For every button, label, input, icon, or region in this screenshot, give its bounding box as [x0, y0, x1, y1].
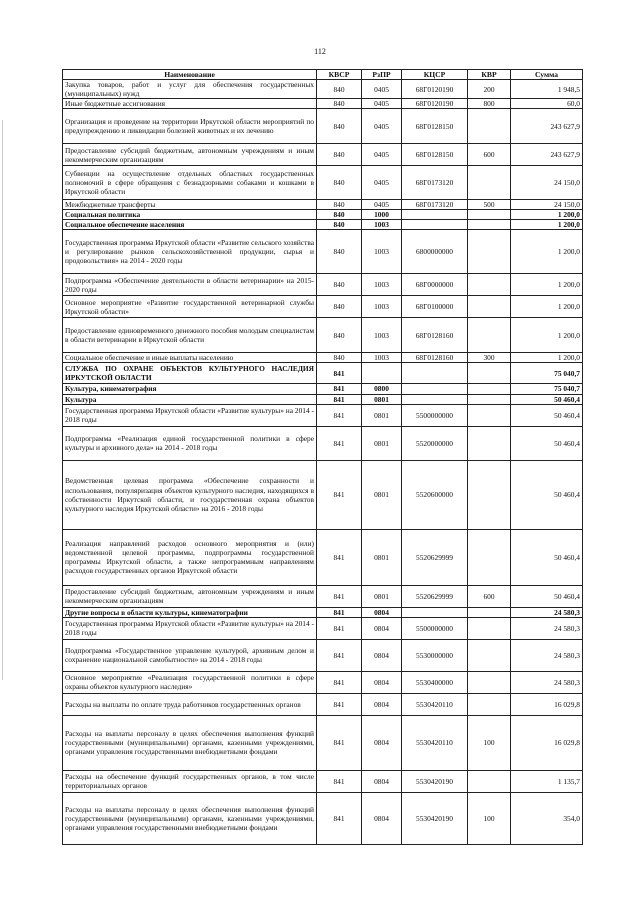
row-rzpr: 0804: [362, 792, 402, 844]
row-name: Предоставление субсидий бюджетным, автономным учреждениям и иным некоммерческим организациям: [63, 144, 317, 166]
row-kvr: [468, 404, 511, 426]
row-rzpr: 0405: [362, 144, 402, 166]
row-kvsr: 841: [317, 617, 362, 639]
row-sum: 354,0: [511, 792, 583, 844]
row-rzpr: 1003: [362, 274, 402, 296]
row-name: Расходы на выплаты персоналу в целях обеспечения выполнения функций государственными (муниципальными) органами, казенными учреждениями, органами управления государственными внебюджетными фондами: [63, 715, 317, 770]
row-name: Предоставление субсидий бюджетным, автономным учреждениям и иным некоммерческим организациям: [63, 585, 317, 607]
table-row: [63, 460, 583, 529]
row-rzpr: 0405: [362, 109, 402, 144]
row-name: Государственная программа Иркутской области «Развитие культуры» на 2014 - 2018 годы: [63, 617, 317, 639]
row-kcsr: 6800000000: [402, 230, 468, 274]
row-rzpr: 0405: [362, 166, 402, 200]
row-sum: 24 150,0: [511, 200, 583, 210]
row-name: Культура: [63, 394, 317, 404]
row-rzpr: 0405: [362, 80, 402, 99]
row-kcsr: 5500000000: [402, 404, 468, 426]
table-row: [63, 404, 583, 426]
row-sum: 1 200,0: [511, 353, 583, 363]
row-sum: 1 200,0: [511, 274, 583, 296]
row-kvr: [468, 617, 511, 639]
scan-edge-mark: [2, 120, 3, 680]
row-rzpr: 0405: [362, 200, 402, 210]
row-sum: 1 200,0: [511, 210, 583, 220]
row-name: Субвенции на осуществление отдельных областных государственных полномочий в сфере обращения с безнадзорными собаками и кошками в Иркутской области: [63, 166, 317, 200]
row-kvsr: 840: [317, 296, 362, 318]
col-header-kcsr: КЦСР: [402, 70, 468, 80]
row-kvr: 500: [468, 200, 511, 210]
row-sum: 50 460,4: [511, 426, 583, 460]
col-header-kvsr: КВСР: [317, 70, 362, 80]
row-name: Подпрограмма «Реализация единой государственной политики в сфере культуры и архивного дела» на 2014 - 2018 годы: [63, 426, 317, 460]
table-row: [63, 230, 583, 274]
row-kcsr: 5530420110: [402, 693, 468, 715]
row-sum: 75 040,7: [511, 363, 583, 384]
row-kvsr: 841: [317, 671, 362, 693]
row-kvr: 600: [468, 144, 511, 166]
row-name: Ведомственная целевая программа «Обеспечение сохранности и использования, популяризация объектов культурного наследия, находящихся в собственности Иркутской области, и государственная охрана объектов культурного наследия Иркутской области» на 2016 - 2018 годы: [63, 460, 317, 529]
row-rzpr: 0801: [362, 394, 402, 404]
row-kvsr: 841: [317, 529, 362, 585]
row-sum: 50 460,4: [511, 404, 583, 426]
row-kcsr: 5530000000: [402, 639, 468, 671]
row-kvr: [468, 770, 511, 792]
row-kvr: [468, 166, 511, 200]
page-number: 112: [314, 47, 326, 56]
row-kcsr: 68Г0100000: [402, 296, 468, 318]
table-row: [63, 200, 583, 210]
row-kcsr: [402, 394, 468, 404]
row-kcsr: 5520629999: [402, 529, 468, 585]
row-kcsr: 68Г0128160: [402, 318, 468, 353]
row-kcsr: [402, 210, 468, 220]
row-rzpr: 0804: [362, 617, 402, 639]
row-name: Основное мероприятие «Развитие государственной ветеринарной службы Иркутской области»: [63, 296, 317, 318]
table-row: [63, 220, 583, 230]
row-kcsr: 5520600000: [402, 460, 468, 529]
row-kvr: [468, 318, 511, 353]
row-kvsr: 841: [317, 363, 362, 384]
row-kvsr: 841: [317, 693, 362, 715]
row-kvr: [468, 220, 511, 230]
row-name: Социальное обеспечение населения: [63, 220, 317, 230]
row-kvr: 100: [468, 792, 511, 844]
row-kvsr: 840: [317, 200, 362, 210]
row-name: Подпрограмма «Государственное управление культурой, архивным делом и сохранение национальной самобытности» на 2014 - 2018 годы: [63, 639, 317, 671]
table-row: [63, 274, 583, 296]
row-kcsr: [402, 363, 468, 384]
row-rzpr: 1003: [362, 353, 402, 363]
row-kvr: 300: [468, 353, 511, 363]
row-name: Государственная программа Иркутской области «Развитие сельского хозяйства и регулирование рынков сельскохозяйственной продукции, сырья и продовольствия» на 2014 - 2020 годы: [63, 230, 317, 274]
row-kvsr: 841: [317, 404, 362, 426]
row-sum: 24 580,3: [511, 639, 583, 671]
table-header-row: [63, 70, 583, 80]
row-kcsr: 68Г0128150: [402, 109, 468, 144]
row-rzpr: 0804: [362, 607, 402, 617]
budget-table: [62, 69, 583, 845]
table-row: [63, 617, 583, 639]
row-name: Закупка товаров, работ и услуг для обеспечения государственных (муниципальных) нужд: [63, 80, 317, 99]
row-kvsr: 840: [317, 144, 362, 166]
row-kvsr: 840: [317, 99, 362, 109]
row-kcsr: 5500000000: [402, 617, 468, 639]
row-kcsr: 5530420190: [402, 792, 468, 844]
table-row: [63, 693, 583, 715]
row-kcsr: 68Г0120190: [402, 80, 468, 99]
row-rzpr: 0801: [362, 529, 402, 585]
table-row: [63, 715, 583, 770]
row-kvr: 600: [468, 585, 511, 607]
row-sum: 75 040,7: [511, 384, 583, 394]
row-kvr: [468, 394, 511, 404]
row-sum: 16 029,8: [511, 715, 583, 770]
row-kcsr: 5520629999: [402, 585, 468, 607]
row-name: Основное мероприятие «Реализация государственной политики в сфере охраны объектов культурного наследия»: [63, 671, 317, 693]
table-row: [63, 210, 583, 220]
row-sum: 24 580,3: [511, 607, 583, 617]
row-sum: 1 948,5: [511, 80, 583, 99]
row-kvr: 100: [468, 715, 511, 770]
col-header-kvr: КВР: [468, 70, 511, 80]
row-name: Организация и проведение на территории Иркутской области мероприятий по предупреждению и ликвидации болезней животных и их лечению: [63, 109, 317, 144]
row-name: Межбюджетные трансферты: [63, 200, 317, 210]
row-name: Расходы на выплаты по оплате труда работников государственных органов: [63, 693, 317, 715]
row-name: СЛУЖБА ПО ОХРАНЕ ОБЪЕКТОВ КУЛЬТУРНОГО НАСЛЕДИЯ ИРКУТСКОЙ ОБЛАСТИ: [63, 363, 317, 384]
row-sum: 50 460,4: [511, 585, 583, 607]
table-row: [63, 585, 583, 607]
row-kvsr: 840: [317, 230, 362, 274]
table-row: [63, 318, 583, 353]
row-kvsr: 841: [317, 639, 362, 671]
table-row: [63, 384, 583, 394]
row-kcsr: 5520000000: [402, 426, 468, 460]
row-kvsr: 841: [317, 715, 362, 770]
row-kvsr: 840: [317, 220, 362, 230]
row-rzpr: 0405: [362, 99, 402, 109]
table-row: [63, 166, 583, 200]
row-kcsr: 68Г0120190: [402, 99, 468, 109]
row-kvr: [468, 384, 511, 394]
table-row: [63, 363, 583, 384]
row-sum: 243 627,9: [511, 144, 583, 166]
row-name: Другие вопросы в области культуры, кинематографии: [63, 607, 317, 617]
row-name: Культура, кинематография: [63, 384, 317, 394]
row-kvr: [468, 460, 511, 529]
row-rzpr: 0801: [362, 460, 402, 529]
row-kvr: [468, 607, 511, 617]
row-name: Подпрограмма «Обеспечение деятельности в области ветеринарии» на 2015-2020 годы: [63, 274, 317, 296]
row-kcsr: 68Г0128160: [402, 353, 468, 363]
row-kvr: [468, 230, 511, 274]
row-kvr: [468, 639, 511, 671]
row-kvsr: 841: [317, 607, 362, 617]
row-kvsr: 841: [317, 426, 362, 460]
row-kcsr: 5530420110: [402, 715, 468, 770]
row-rzpr: 0801: [362, 404, 402, 426]
row-kvsr: 841: [317, 792, 362, 844]
row-sum: 50 460,4: [511, 460, 583, 529]
table-row: [63, 80, 583, 99]
table-row: [63, 671, 583, 693]
row-kvsr: 840: [317, 166, 362, 200]
row-kvr: [468, 210, 511, 220]
row-sum: 1 200,0: [511, 318, 583, 353]
table-row: [63, 639, 583, 671]
row-name: Реализация направлений расходов основного мероприятия и (или) ведомственной целевой программы, подпрограммы государственной программы Иркутской области, а также непрограммным направлениям расходов государственных органов Иркутской области: [63, 529, 317, 585]
row-kcsr: [402, 607, 468, 617]
row-kvsr: 841: [317, 770, 362, 792]
row-kcsr: 68Г0173120: [402, 200, 468, 210]
row-sum: 60,0: [511, 99, 583, 109]
row-kvr: 800: [468, 99, 511, 109]
row-kvr: [468, 693, 511, 715]
row-rzpr: 1003: [362, 318, 402, 353]
row-kcsr: [402, 384, 468, 394]
row-sum: 50 460,4: [511, 394, 583, 404]
row-rzpr: 1000: [362, 210, 402, 220]
row-kvr: [468, 296, 511, 318]
table-row: [63, 426, 583, 460]
row-sum: 16 029,8: [511, 693, 583, 715]
row-rzpr: 0801: [362, 426, 402, 460]
row-rzpr: 1003: [362, 220, 402, 230]
table-row: [63, 607, 583, 617]
row-kvsr: 840: [317, 109, 362, 144]
row-kvsr: 840: [317, 80, 362, 99]
row-kvr: 200: [468, 80, 511, 99]
row-rzpr: 0800: [362, 384, 402, 394]
table-row: [63, 109, 583, 144]
row-sum: 1 135,7: [511, 770, 583, 792]
row-rzpr: 1003: [362, 296, 402, 318]
row-kcsr: 68Г0173120: [402, 166, 468, 200]
row-sum: 24 580,3: [511, 671, 583, 693]
row-sum: 1 200,0: [511, 220, 583, 230]
row-kvsr: 841: [317, 460, 362, 529]
row-kvsr: 840: [317, 274, 362, 296]
row-kvsr: 840: [317, 353, 362, 363]
row-kvr: [468, 274, 511, 296]
row-rzpr: 0801: [362, 585, 402, 607]
row-name: Расходы на выплаты персоналу в целях обеспечения выполнения функций государственными (муниципальными) органами, казенными учреждениями, органами управления государственными внебюджетными фондами: [63, 792, 317, 844]
row-name: Государственная программа Иркутской области «Развитие культуры» на 2014 - 2018 годы: [63, 404, 317, 426]
row-kvr: [468, 529, 511, 585]
table-row: [63, 770, 583, 792]
row-kvsr: 841: [317, 384, 362, 394]
row-name: Предоставление единовременного денежного пособия молодым специалистам в области ветеринарии в Иркутской области: [63, 318, 317, 353]
col-header-name: Наименование: [63, 70, 317, 80]
row-sum: 1 200,0: [511, 296, 583, 318]
table-row: [63, 296, 583, 318]
row-kvsr: 840: [317, 318, 362, 353]
table-row: [63, 99, 583, 109]
row-kvr: [468, 109, 511, 144]
row-name: Социальное обеспечение и иные выплаты населению: [63, 353, 317, 363]
row-rzpr: [362, 363, 402, 384]
table-row: [63, 394, 583, 404]
row-sum: 1 200,0: [511, 230, 583, 274]
row-kcsr: [402, 220, 468, 230]
row-kvr: [468, 671, 511, 693]
row-kcsr: 68Г0128150: [402, 144, 468, 166]
row-name: Иные бюджетные ассигнования: [63, 99, 317, 109]
col-header-sum: Сумма: [511, 70, 583, 80]
row-kvr: [468, 363, 511, 384]
table-row: [63, 792, 583, 844]
row-rzpr: 0804: [362, 639, 402, 671]
row-kcsr: 5530400000: [402, 671, 468, 693]
row-sum: 243 627,9: [511, 109, 583, 144]
row-rzpr: 0804: [362, 671, 402, 693]
row-sum: 50 460,4: [511, 529, 583, 585]
row-sum: 24 580,3: [511, 617, 583, 639]
row-rzpr: 0804: [362, 693, 402, 715]
row-kcsr: 5530420190: [402, 770, 468, 792]
row-rzpr: 0804: [362, 715, 402, 770]
row-name: Расходы на обеспечение функций государственных органов, в том числе территориальных органов: [63, 770, 317, 792]
table-row: [63, 529, 583, 585]
row-name: Социальная политика: [63, 210, 317, 220]
row-kvsr: 840: [317, 210, 362, 220]
row-sum: 24 150,0: [511, 166, 583, 200]
row-kvr: [468, 426, 511, 460]
row-kvsr: 841: [317, 585, 362, 607]
row-rzpr: 1003: [362, 230, 402, 274]
col-header-rzpr: РзПР: [362, 70, 402, 80]
row-kvsr: 841: [317, 394, 362, 404]
row-rzpr: 0804: [362, 770, 402, 792]
row-kcsr: 68Г0000000: [402, 274, 468, 296]
table-row: [63, 144, 583, 166]
table-row: [63, 353, 583, 363]
